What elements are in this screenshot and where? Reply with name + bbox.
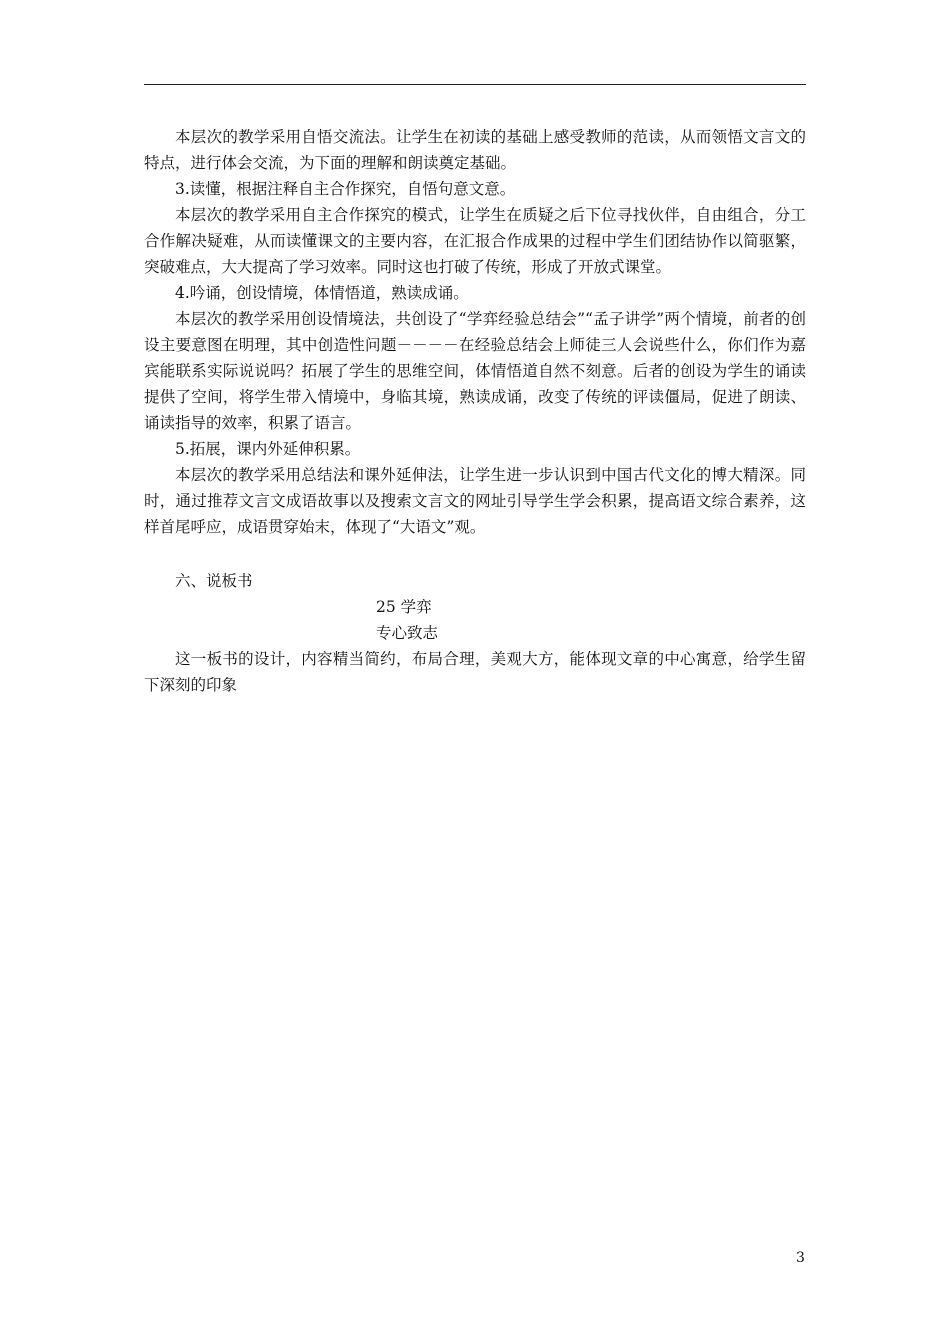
board-line: 专心致志 bbox=[376, 624, 439, 642]
page-content bbox=[144, 124, 806, 698]
paragraph-self-learning: 本层次的教学采用自悟交流法。让学生在初读的基础上感受教师的范读，从而领悟文言文的特点，进行体会交流，为下面的理解和朗读奠定基础。 bbox=[144, 128, 806, 172]
board-title: 25 学弈 bbox=[376, 598, 432, 616]
paragraph-cooperative-inquiry: 本层次的教学采用自主合作探究的模式，让学生在质疑之后下位寻找伙伴，自由组合，分工合作解决疑难，从而读懂课文的主要内容，在汇报合作成果的过程中学生们团结协作以简驱繁，突破难点，大大提高了学习效率。同时这也打破了传统，形成了开放式课堂。 bbox=[144, 206, 806, 276]
paragraph-extension: 本层次的教学采用总结法和课外延伸法，让学生进一步认识到中国古代文化的博大精深。同时，通过推荐文言文成语故事以及搜索文言文的网址引导学生学会积累，提高语文综合素养，这样首尾呼应，成语贯穿始末，体现了“大语文”观。 bbox=[144, 466, 806, 536]
section-gap bbox=[144, 540, 806, 568]
page-number: 3 bbox=[796, 1250, 805, 1266]
header-rule bbox=[144, 84, 806, 85]
section-6-heading: 六、说板书 bbox=[175, 572, 253, 590]
paragraph-situation-creation: 本层次的教学采用创设情境法，共创设了“学弈经验总结会”“孟子讲学”两个情境，前者的创设主要意图在明理，其中创造性问题－－－－在经验总结会上师徒三人会说些什么，你们作为嘉宾能联系实际说说吗？拓展了学生的思维空间，体情悟道自然不刻意。后者的创设为学生的诵读提供了空间，将学生带入情境中，身临其境，熟读成诵，改变了传统的评读僵局，促进了朗读、诵读指导的效率，积累了语言。 bbox=[144, 310, 806, 432]
step-5-heading: 5.拓展，课内外延伸积累。 bbox=[175, 440, 361, 458]
step-3-heading: 3.读懂，根据注释自主合作探究，自悟句意文意。 bbox=[175, 180, 516, 198]
paragraph-board-design: 这一板书的设计，内容精当简约，布局合理，美观大方，能体现文章的中心寓意，给学生留下深刻的印象 bbox=[144, 650, 806, 694]
step-4-heading: 4.吟诵，创设情境，体情悟道，熟读成诵。 bbox=[175, 284, 469, 302]
